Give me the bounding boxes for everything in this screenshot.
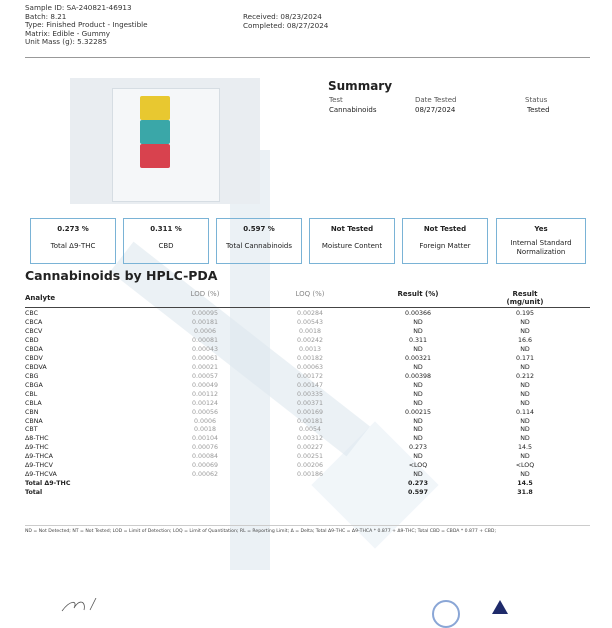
cell-loq: 0.00335 <box>296 390 324 398</box>
cell-result-pct: 0.00366 <box>404 310 432 317</box>
box-label: Internal Standard Normalization <box>510 239 572 256</box>
cell-result-pct: ND <box>413 471 423 479</box>
cell-lod: 0.00104 <box>191 435 219 443</box>
cell-analyte: Δ9-THC <box>25 444 49 452</box>
table-row <box>25 319 590 328</box>
red-gummy <box>140 144 170 168</box>
box-label: CBD <box>158 242 174 250</box>
cell-result-pct: ND <box>413 453 423 461</box>
cell-lod: 0.00057 <box>191 372 219 380</box>
cell-result-mg: 0.114 <box>515 408 535 416</box>
signature-icon <box>60 598 110 612</box>
cell-result-pct: ND <box>413 327 423 335</box>
cell-lod: 0.00112 <box>191 390 219 398</box>
cell-analyte: CBGA <box>25 381 43 389</box>
cell-loq: 0.00063 <box>296 363 324 371</box>
sample-id: Sample ID: SA-240821-46913 <box>25 3 132 12</box>
table-row <box>25 400 590 409</box>
cell-analyte: CBCV <box>25 327 43 335</box>
cell-analyte: CBNA <box>25 417 43 425</box>
cell-lod: 0.00076 <box>191 444 219 452</box>
header-divider <box>25 57 590 58</box>
cell-result-mg: 14.5 <box>517 480 533 488</box>
batch: Batch: 8.21 <box>25 11 67 21</box>
box-value: 0.273 % <box>57 225 89 233</box>
cell-loq: 0.00206 <box>296 462 324 470</box>
cell-lod: 0.0018 <box>193 426 217 434</box>
cell-loq: 0.00227 <box>296 444 324 452</box>
cell-result-mg: ND <box>520 435 530 443</box>
table-row <box>25 355 590 364</box>
col-result-pct: Result (%) <box>397 290 439 298</box>
table-row <box>25 310 590 319</box>
cell-result-mg: ND <box>520 390 530 398</box>
unit-mass: Unit Mass (g): 5.32285 <box>25 37 107 47</box>
footnote: ND = Not Detected; NT = Not Tested; LOD = Limit of Detection; LOQ = Limit of Quantitation; RL = Reporting Limit; Δ = Delta; Total Δ9-THC = Δ9-THCA * 0.877 + Δ9-THC; Total CBD = CBDA * 0.877 + CBD; <box>25 529 496 534</box>
cell-analyte: CBG <box>25 372 39 380</box>
sample-type: Type: Finished Product - Ingestible <box>25 20 148 30</box>
cell-result-pct: 0.273 <box>408 444 428 452</box>
cell-loq: 0.00284 <box>296 310 324 317</box>
cell-loq: 0.0013 <box>298 345 322 353</box>
received-date: Received: 08/23/2024 <box>243 12 322 21</box>
table-row <box>25 418 590 427</box>
box-label: Foreign Matter <box>419 242 471 250</box>
box-label: Total Cannabinoids <box>225 242 293 250</box>
cell-result-pct: ND <box>413 381 423 389</box>
total-row <box>25 480 590 489</box>
yellow-gummy <box>140 96 170 120</box>
table-bottom-divider <box>25 525 590 526</box>
cell-result-mg: ND <box>520 417 530 425</box>
table-row <box>25 435 590 444</box>
cell-result-mg: ND <box>520 345 530 353</box>
cell-result-mg: ND <box>520 426 530 434</box>
cell-loq: 0.00186 <box>296 471 324 479</box>
cell-lod: 0.00061 <box>191 354 219 362</box>
cell-result-pct: 0.00398 <box>404 372 432 380</box>
cell-analyte: CBCA <box>25 318 43 326</box>
cell-lod: 0.00081 <box>191 336 219 344</box>
cell-result-pct: ND <box>413 399 423 407</box>
table-row <box>25 409 590 418</box>
cell-analyte: Total Δ9-THC <box>25 480 71 488</box>
summary-box-total-thc <box>30 218 116 264</box>
table-row <box>25 471 590 480</box>
box-label: Moisture Content <box>321 242 383 250</box>
cell-lod: 0.00095 <box>191 310 219 317</box>
cell-analyte: Δ9-THCVA <box>25 471 57 479</box>
box-label: Total Δ9-THC <box>50 242 96 250</box>
cell-lod: 0.00056 <box>191 408 219 416</box>
table-row <box>25 453 590 462</box>
test-value: Cannabinoids <box>329 106 377 114</box>
cell-analyte: CBDA <box>25 345 43 353</box>
cell-lod: 0.0006 <box>193 327 217 335</box>
summary-box-normalization <box>496 218 586 264</box>
col-loq: LOQ (%) <box>295 290 325 298</box>
product-photo <box>70 78 260 204</box>
cell-analyte: CBT <box>25 426 38 434</box>
cell-loq: 0.00371 <box>296 399 324 407</box>
cell-result-pct: ND <box>413 426 423 434</box>
cell-result-mg: ND <box>520 399 530 407</box>
cell-result-pct: 0.00215 <box>404 408 432 416</box>
cell-lod: 0.00043 <box>191 345 219 353</box>
cell-analyte: Δ9-THCV <box>25 462 53 470</box>
table-row <box>25 373 590 382</box>
status-value: Tested <box>527 106 550 114</box>
matrix: Matrix: Edible - Gummy <box>25 28 110 38</box>
teal-gummy <box>140 120 170 144</box>
cell-analyte: CBDV <box>25 354 43 362</box>
status-label: Status <box>525 96 548 104</box>
cell-loq: 0.00543 <box>296 318 324 326</box>
cell-lod: 0.00062 <box>191 471 219 479</box>
col-result-mg: Result (mg/unit) <box>506 290 544 306</box>
cell-lod: 0.00181 <box>191 318 219 326</box>
table-header-divider <box>25 307 590 308</box>
cell-result-mg: 0.195 <box>515 310 535 317</box>
cell-result-mg: 31.8 <box>517 489 533 497</box>
sample-info <box>25 4 148 47</box>
cell-result-mg: 0.212 <box>515 372 535 380</box>
cell-analyte: CBC <box>25 310 39 317</box>
table-row <box>25 382 590 391</box>
cell-result-mg: ND <box>520 363 530 371</box>
cell-result-pct: 0.597 <box>408 489 428 497</box>
summary-title: Summary <box>328 79 393 93</box>
accreditation-seal-icon <box>432 600 460 628</box>
summary-box-moisture <box>309 218 395 264</box>
cell-result-mg: ND <box>520 318 530 326</box>
cell-loq: 0.00169 <box>296 408 324 416</box>
cell-loq: 0.0054 <box>298 426 322 434</box>
cell-lod: 0.00069 <box>191 462 219 470</box>
cell-loq: 0.00172 <box>296 372 324 380</box>
cell-result-pct: ND <box>413 345 423 353</box>
cell-lod: 0.0006 <box>193 417 217 425</box>
cell-result-mg: <LOQ <box>515 462 535 470</box>
total-row <box>25 489 590 498</box>
cell-analyte: CBD <box>25 336 39 344</box>
cell-loq: 0.00242 <box>296 336 324 344</box>
cell-result-pct: ND <box>413 435 423 443</box>
dates-info <box>243 13 328 30</box>
cell-result-mg: ND <box>520 453 530 461</box>
date-tested-label: Date Tested <box>415 96 457 104</box>
table-row <box>25 462 590 471</box>
table-row <box>25 444 590 453</box>
cell-result-mg: 16.6 <box>517 336 533 344</box>
box-value: Not Tested <box>423 225 467 233</box>
cell-result-pct: <LOQ <box>408 462 428 470</box>
table-row <box>25 337 590 346</box>
box-value: Not Tested <box>330 225 374 233</box>
section-title: Cannabinoids by HPLC-PDA <box>25 268 218 283</box>
cell-loq: 0.00182 <box>296 354 324 362</box>
col-lod: LOD (%) <box>190 290 220 298</box>
summary-box-cbd <box>123 218 209 264</box>
table-row <box>25 426 590 435</box>
summary-box-total-cannabinoids <box>216 218 302 264</box>
box-value: 0.311 % <box>150 225 182 233</box>
cell-result-pct: 0.00321 <box>404 354 432 362</box>
cell-analyte: Δ9-THCA <box>25 453 53 461</box>
cell-result-mg: ND <box>520 381 530 389</box>
cell-lod: 0.00049 <box>191 381 219 389</box>
cell-analyte: Δ8-THC <box>25 435 49 443</box>
cell-result-pct: ND <box>413 417 423 425</box>
table-row <box>25 328 590 337</box>
cell-loq: 0.00147 <box>296 381 324 389</box>
cell-analyte: CBN <box>25 408 39 416</box>
date-tested-value: 08/27/2024 <box>415 106 456 114</box>
table-row <box>25 391 590 400</box>
cell-result-mg: 14.5 <box>517 444 533 452</box>
cell-loq: 0.00312 <box>296 435 324 443</box>
completed-date: Completed: 08/27/2024 <box>243 20 329 30</box>
box-value: Yes <box>534 225 548 233</box>
cell-result-pct: ND <box>413 318 423 326</box>
table-row <box>25 364 590 373</box>
cell-analyte: CBLA <box>25 399 42 407</box>
cell-lod: 0.00084 <box>191 453 219 461</box>
cell-result-mg: ND <box>520 471 530 479</box>
cell-result-pct: 0.311 <box>408 336 428 344</box>
cell-result-mg: 0.171 <box>515 354 535 362</box>
cell-analyte: CBDVA <box>25 363 47 371</box>
cell-analyte: CBL <box>25 390 38 398</box>
box-value: 0.597 % <box>243 225 275 233</box>
cell-result-pct: ND <box>413 363 423 371</box>
cell-analyte: Total <box>25 489 43 497</box>
cell-loq: 0.00181 <box>296 417 324 425</box>
cell-result-mg: ND <box>520 327 530 335</box>
col-analyte: Analyte <box>25 294 56 302</box>
test-label: Test <box>329 96 343 104</box>
cell-loq: 0.00251 <box>296 453 324 461</box>
cell-lod: 0.00021 <box>191 363 219 371</box>
cell-result-pct: ND <box>413 390 423 398</box>
summary-box-foreign-matter <box>402 218 488 264</box>
cell-loq: 0.0018 <box>298 327 322 335</box>
cell-result-pct: 0.273 <box>408 480 428 488</box>
table-row <box>25 346 590 355</box>
cell-lod: 0.00124 <box>191 399 219 407</box>
